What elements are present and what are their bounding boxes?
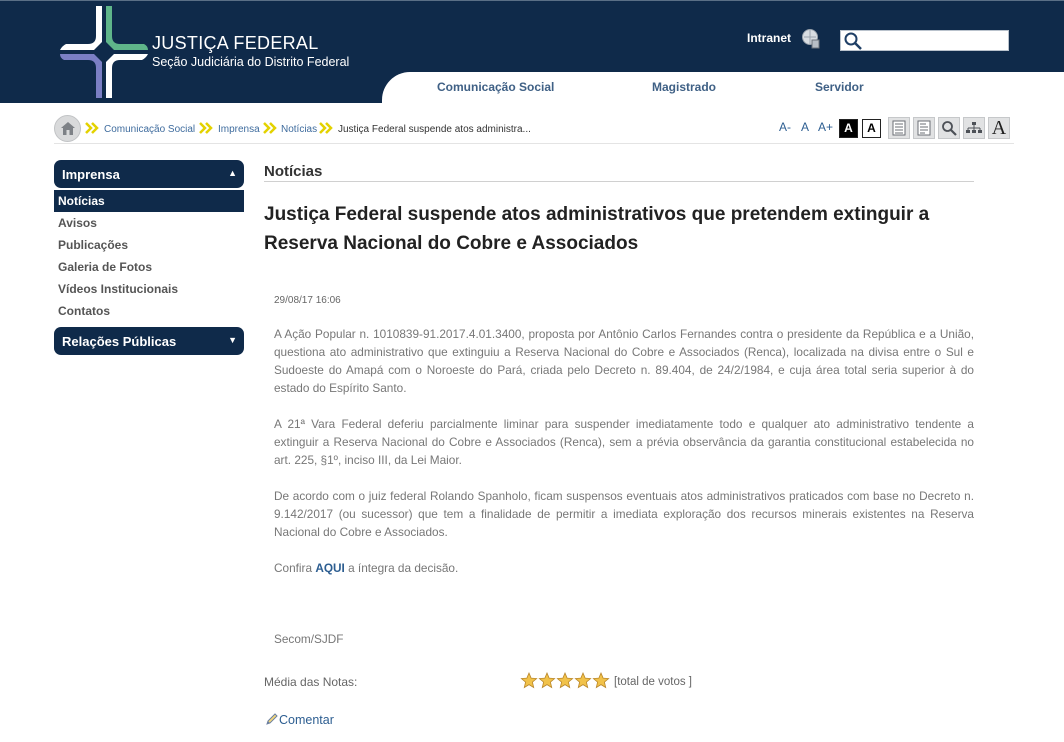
sidebar-section-title: Imprensa (62, 167, 120, 182)
sidebar-section-title: Relações Públicas (62, 334, 177, 349)
star-icon[interactable] (539, 673, 554, 687)
justica-federal-logo[interactable] (58, 6, 150, 98)
sidebar-item-noticias[interactable]: Notícias (54, 190, 244, 212)
intranet-globe-icon[interactable] (802, 29, 820, 49)
magnifier-icon (941, 120, 957, 136)
article-confira (274, 559, 974, 577)
article-paragraph: A Ação Popular n. 1010839-91.2017.4.01.3400, proposta por Antônio Carlos Fernandes contra o presidente da República e a União, questiona ato administrativo que extinguiu a Reserva Nacional do Cobre e Associados (Renca), localizada na divisa entre o Sul e Sudoeste do Amapá com o Noroeste do Pará, criada pelo Decreto n. 89.404, de 24/2/1984, e cuja área total seria superior à do estado do Espírito Santo. (274, 327, 974, 395)
high-contrast-button[interactable]: A (839, 119, 858, 138)
sidebar-section-imprensa[interactable] (54, 160, 244, 188)
breadcrumb-noticias[interactable]: Notícias (281, 124, 318, 135)
votes-count: [total de votos ] (614, 676, 692, 688)
sidebar-item-contatos[interactable]: Contatos (58, 304, 110, 318)
site-header (0, 0, 1064, 103)
nav-servidor[interactable]: Servidor (815, 80, 864, 94)
sidebar-item-publicacoes[interactable]: Publicações (58, 238, 129, 252)
article-source: Secom/SJDF (274, 632, 344, 646)
font-normal-button[interactable]: A (801, 120, 810, 134)
sidebar-section-relacoes-publicas[interactable] (54, 327, 244, 355)
sidebar-item-avisos[interactable]: Avisos (58, 216, 97, 230)
collapse-arrow-icon[interactable]: ▲ (228, 168, 237, 178)
brand-subtitle: Seção Judiciária do Distrito Federal (152, 55, 350, 69)
confira-prefix: Confira (274, 561, 316, 575)
header-top-border (0, 0, 1064, 1)
comment-link[interactable] (265, 712, 334, 727)
zoom-button[interactable] (938, 117, 960, 139)
document-view-button[interactable] (913, 117, 935, 139)
breadcrumb-comunicacao-social[interactable]: Comunicação Social (104, 124, 196, 135)
section-title: Notícias (264, 163, 323, 180)
breadcrumb-imprensa[interactable]: Imprensa (218, 124, 260, 135)
sitemap-icon (966, 120, 982, 136)
nav-magistrado[interactable]: Magistrado (652, 80, 717, 94)
section-divider (264, 181, 974, 182)
nav-comunicacao-social[interactable]: Comunicação Social (437, 80, 555, 94)
normal-contrast-button[interactable]: A (862, 119, 881, 138)
breadcrumb-separator-icon (85, 122, 100, 134)
font-increase-button[interactable]: A+ (818, 120, 834, 134)
rating-stars[interactable] (520, 671, 610, 689)
search-input[interactable] (840, 30, 1009, 51)
article-headline: Justiça Federal suspende atos administrativos que pretendem extinguir a Reserva Nacional do Cobre e Associados (264, 204, 930, 254)
comment-label: Comentar (279, 713, 334, 727)
document-icon (916, 120, 932, 136)
aqui-link[interactable]: AQUI (315, 561, 345, 575)
breadcrumb-current: Justiça Federal suspende atos administra... (338, 124, 531, 135)
rating-label: Média das Notas: (264, 675, 358, 689)
list-view-button[interactable] (888, 117, 910, 139)
breadcrumb-separator-icon (319, 122, 334, 134)
article-paragraph: De acordo com o juiz federal Rolando Spanholo, ficam suspensos eventuais atos administrativos praticados com base no Decreto n. 9.142/2017 (ou sucessor) que tem a finalidade de permitir a imediata exploração dos recursos minerais existentes na Reserva Nacional do Cobre e Associados. (274, 489, 974, 539)
search-icon[interactable] (843, 32, 863, 50)
home-icon (60, 121, 76, 136)
breadcrumb-divider (54, 143, 1014, 144)
font-decrease-button[interactable]: A- (779, 120, 791, 134)
sidebar-item-videos-institucionais[interactable]: Vídeos Institucionais (58, 282, 179, 296)
pencil-icon (265, 712, 279, 726)
star-icon[interactable] (521, 673, 536, 687)
home-button[interactable] (54, 115, 81, 142)
star-icon[interactable] (557, 673, 572, 687)
star-icon[interactable] (593, 673, 608, 687)
sitemap-button[interactable] (963, 117, 985, 139)
list-icon (891, 120, 907, 136)
breadcrumb-separator-icon (199, 122, 214, 134)
brand-title: JUSTIÇA FEDERAL (152, 33, 319, 53)
main-nav (382, 72, 1064, 103)
article-paragraph: A 21ª Vara Federal deferiu parcialmente liminar para suspender imediatamente todo e qualquer ato administrativo tendente a extinguir a Reserva Nacional do Cobre e Associados (Renca), sem a prévia observância da garantia constitucional estabelecida no art. 225, §1º, inciso III, da Lei Maior. (274, 417, 974, 467)
breadcrumb-separator-icon (263, 122, 278, 134)
large-text-button[interactable]: A (988, 117, 1010, 139)
expand-arrow-icon[interactable]: ▼ (228, 335, 237, 345)
article-date: 29/08/17 16:06 (274, 295, 341, 306)
confira-suffix: a íntegra da decisão. (344, 561, 459, 575)
intranet-link[interactable]: Intranet (747, 31, 792, 45)
sidebar-item-galeria-de-fotos[interactable]: Galeria de Fotos (58, 260, 153, 274)
star-icon[interactable] (575, 673, 590, 687)
